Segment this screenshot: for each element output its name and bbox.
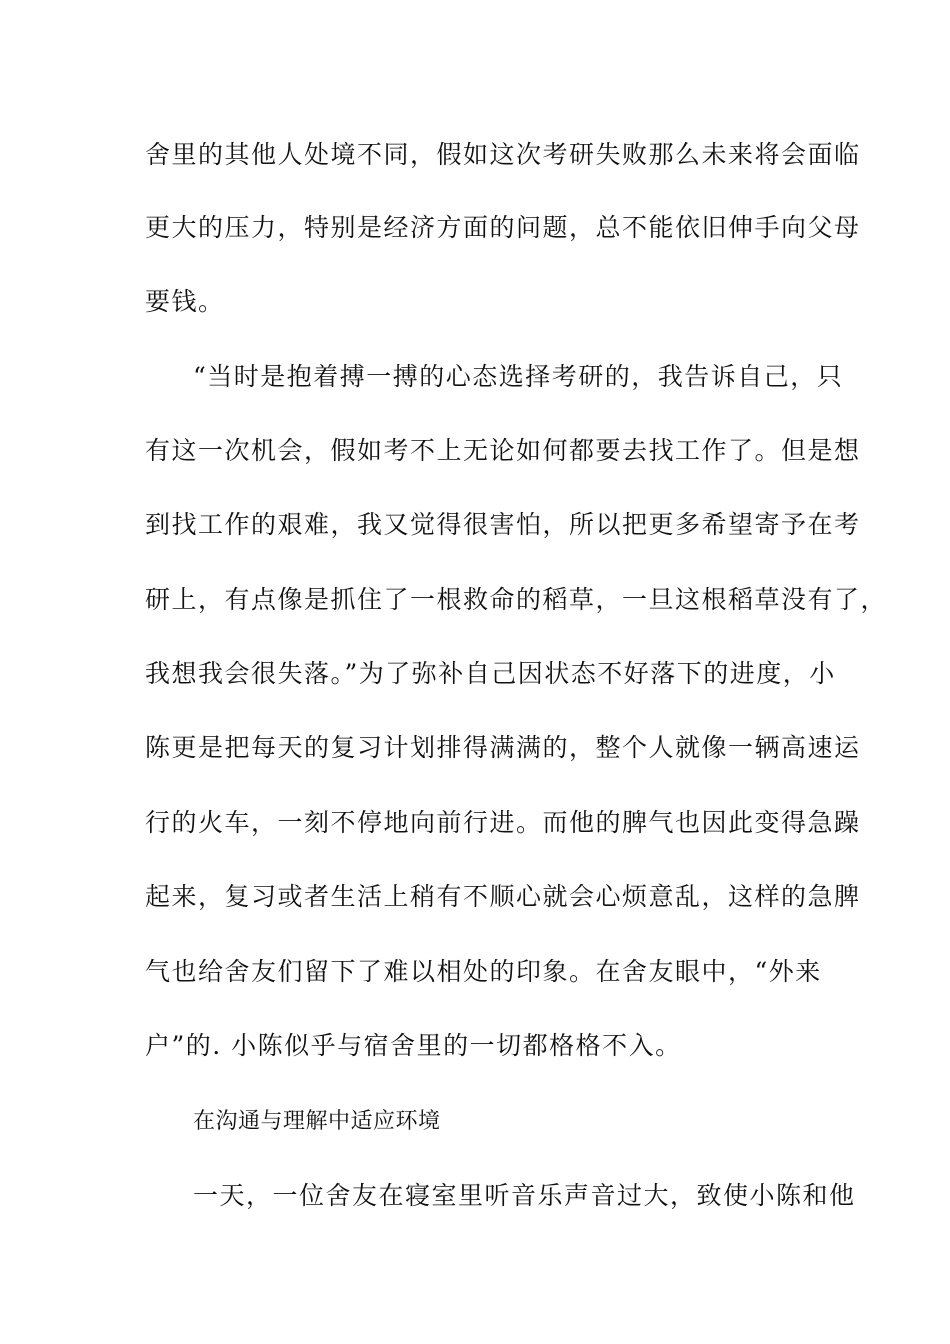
text-line-5: 有这一次机会，假如考不上无论如何都要去找工作了。但是想: [145, 436, 861, 465]
text-line-3: 要钱。: [145, 287, 225, 316]
text-line-4: “当时是抱着搏一搏的心态选择考研的，我告诉自己，只: [193, 362, 844, 391]
text-line-6: 到找工作的艰难，我又觉得很害怕，所以把更多希望寄予在考: [145, 510, 861, 539]
text-line-2: 更大的压力，特别是经济方面的问题，总不能依旧伸手向父母: [145, 213, 861, 242]
section-heading: 在沟通与理解中适应环境: [193, 1109, 441, 1134]
text-line-7: 研上，有点像是抓住了一根救命的稻草，一旦这根稻草没有了，: [145, 585, 888, 614]
text-line-9: 陈更是把每天的复习计划排得满满的，整个人就像一辆高速运: [145, 733, 861, 762]
text-line-15: 一天，一位舍友在寝室里听音乐声音过大，致使小陈和他: [193, 1181, 856, 1210]
text-line-13: 户”的. 小陈似乎与宿舍里的一切都格格不入。: [145, 1031, 682, 1060]
text-line-1: 舍里的其他人处境不同，假如这次考研失败那么未来将会面临: [145, 140, 861, 169]
text-line-11: 起来，复习或者生活上稍有不顺心就会心烦意乱，这样的急脾: [145, 882, 861, 911]
text-line-12: 气也给舍友们留下了难以相处的印象。在舍友眼中，“外来: [145, 957, 822, 986]
text-line-8: 我想我会很失落。”为了弥补自己因状态不好落下的进度，小: [145, 659, 836, 688]
text-line-10: 行的火车，一刻不停地向前行进。而他的脾气也因此变得急躁: [145, 808, 861, 837]
